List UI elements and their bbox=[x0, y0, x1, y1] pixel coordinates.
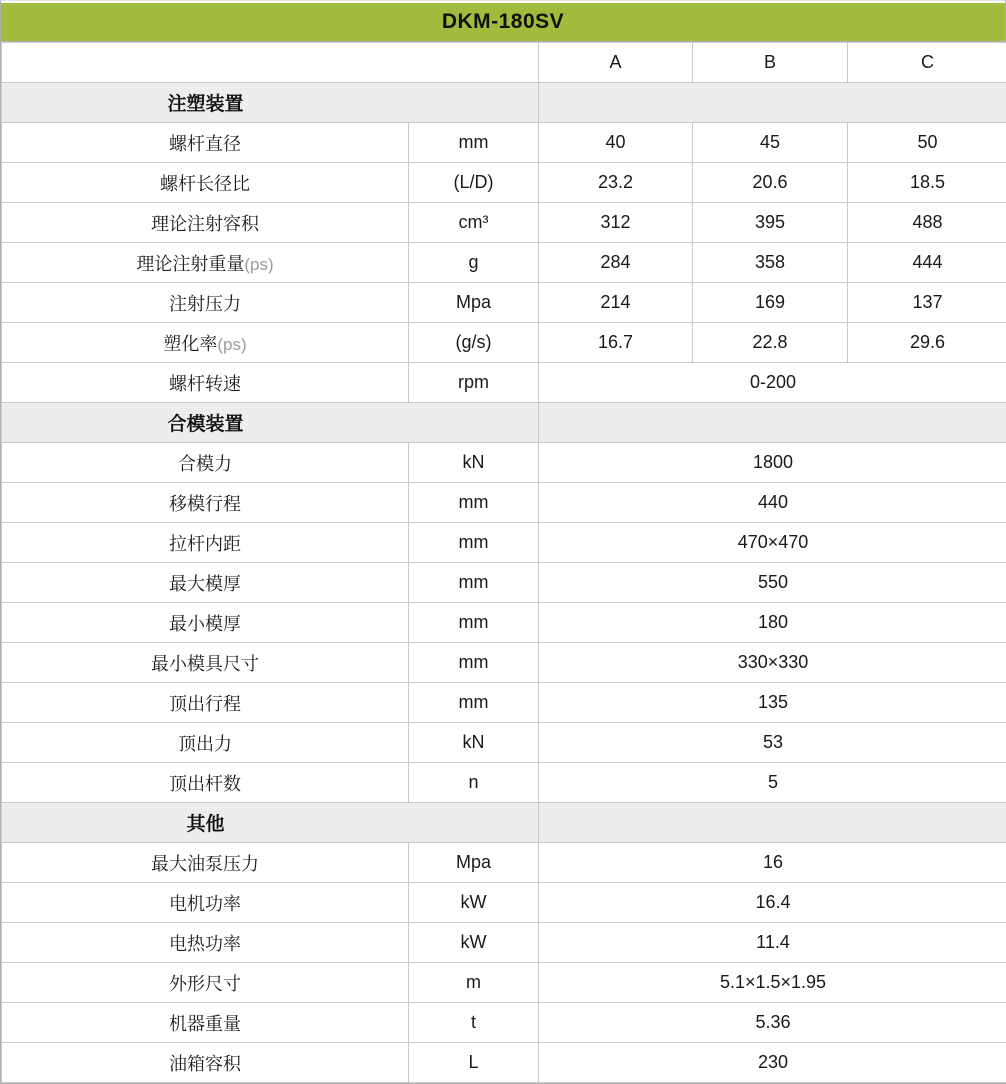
spec-unit: t bbox=[409, 1003, 539, 1043]
model-title: DKM-180SV bbox=[442, 10, 564, 34]
spec-value-b: 169 bbox=[693, 283, 848, 323]
spec-value-merged: 180 bbox=[539, 603, 1006, 643]
spec-value-b: 358 bbox=[693, 243, 848, 283]
spec-value-merged: 53 bbox=[539, 723, 1006, 763]
spec-label: 最大模厚 bbox=[2, 563, 409, 603]
spec-unit: (L/D) bbox=[409, 163, 539, 203]
section-row-clamping bbox=[2, 403, 1006, 443]
model-header bbox=[1, 3, 1005, 42]
spec-value-merged: 1800 bbox=[539, 443, 1006, 483]
spec-unit: mm bbox=[409, 563, 539, 603]
spec-label: 机器重量 bbox=[2, 1003, 409, 1043]
spec-unit: n bbox=[409, 763, 539, 803]
spec-value-a: 214 bbox=[539, 283, 693, 323]
spec-value-merged: 135 bbox=[539, 683, 1006, 723]
spec-label: 拉杆内距 bbox=[2, 523, 409, 563]
spec-unit: L bbox=[409, 1043, 539, 1083]
spec-label: 塑化率(ps) bbox=[2, 323, 409, 363]
spec-value-merged: 330×330 bbox=[539, 643, 1006, 683]
spec-row-screw-speed bbox=[2, 363, 1006, 403]
spec-unit: kN bbox=[409, 443, 539, 483]
spec-label: 油箱容积 bbox=[2, 1043, 409, 1083]
spec-unit: cm³ bbox=[409, 203, 539, 243]
variant-header-spacer bbox=[2, 43, 539, 83]
spec-value-merged: 16 bbox=[539, 843, 1006, 883]
spec-value-b: 22.8 bbox=[693, 323, 848, 363]
spec-row-max-mold-thickness bbox=[2, 563, 1006, 603]
spec-unit: mm bbox=[409, 603, 539, 643]
spec-row-plasticizing-rate bbox=[2, 323, 1006, 363]
spec-label: 电机功率 bbox=[2, 883, 409, 923]
column-header-a: A bbox=[539, 43, 693, 83]
column-header-c: C bbox=[848, 43, 1006, 83]
spec-row-shot-volume bbox=[2, 203, 1006, 243]
spec-label: 理论注射容积 bbox=[2, 203, 409, 243]
section-header-cell bbox=[2, 403, 539, 443]
spec-row-max-pump-pressure bbox=[2, 843, 1006, 883]
spec-unit: rpm bbox=[409, 363, 539, 403]
spec-row-ejector-stroke bbox=[2, 683, 1006, 723]
spec-label: 螺杆直径 bbox=[2, 123, 409, 163]
spec-label: 电热功率 bbox=[2, 923, 409, 963]
spec-value-c: 444 bbox=[848, 243, 1006, 283]
spec-row-screw-ld-ratio bbox=[2, 163, 1006, 203]
spec-value-b: 395 bbox=[693, 203, 848, 243]
spec-value-a: 312 bbox=[539, 203, 693, 243]
spec-value-merged: 470×470 bbox=[539, 523, 1006, 563]
spec-value-c: 29.6 bbox=[848, 323, 1006, 363]
spec-label: 顶出行程 bbox=[2, 683, 409, 723]
section-title: 合模装置 bbox=[2, 409, 409, 436]
spec-value-merged: 440 bbox=[539, 483, 1006, 523]
spec-value-merged: 5.1×1.5×1.95 bbox=[539, 963, 1006, 1003]
spec-value-a: 284 bbox=[539, 243, 693, 283]
spec-unit: Mpa bbox=[409, 843, 539, 883]
section-row-injection bbox=[2, 83, 1006, 123]
variant-header-row bbox=[2, 43, 1006, 83]
spec-unit: mm bbox=[409, 483, 539, 523]
spec-value-c: 50 bbox=[848, 123, 1006, 163]
spec-unit: (g/s) bbox=[409, 323, 539, 363]
spec-row-machine-weight bbox=[2, 1003, 1006, 1043]
spec-label: 合模力 bbox=[2, 443, 409, 483]
spec-label: 最大油泵压力 bbox=[2, 843, 409, 883]
section-header-filler bbox=[539, 803, 1006, 843]
spec-value-c: 18.5 bbox=[848, 163, 1006, 203]
section-row-other bbox=[2, 803, 1006, 843]
spec-label: 最小模厚 bbox=[2, 603, 409, 643]
spec-value-a: 40 bbox=[539, 123, 693, 163]
section-header-cell bbox=[2, 803, 539, 843]
spec-value-merged: 0-200 bbox=[539, 363, 1006, 403]
spec-value-merged: 11.4 bbox=[539, 923, 1006, 963]
spec-unit: kW bbox=[409, 923, 539, 963]
spec-label: 螺杆长径比 bbox=[2, 163, 409, 203]
column-header-b: B bbox=[693, 43, 848, 83]
spec-unit: g bbox=[409, 243, 539, 283]
spec-unit: kW bbox=[409, 883, 539, 923]
spec-row-min-mold-thickness bbox=[2, 603, 1006, 643]
spec-value-c: 137 bbox=[848, 283, 1006, 323]
spec-value-c: 488 bbox=[848, 203, 1006, 243]
spec-row-min-mold-size bbox=[2, 643, 1006, 683]
spec-unit: mm bbox=[409, 123, 539, 163]
spec-table bbox=[1, 42, 1006, 1083]
spec-row-tie-bar-space bbox=[2, 523, 1006, 563]
spec-row-machine-dimensions bbox=[2, 963, 1006, 1003]
spec-unit: kN bbox=[409, 723, 539, 763]
label-suffix: (ps) bbox=[244, 255, 273, 274]
spec-row-screw-diameter bbox=[2, 123, 1006, 163]
section-header-filler bbox=[539, 403, 1006, 443]
spec-value-a: 23.2 bbox=[539, 163, 693, 203]
spec-value-merged: 16.4 bbox=[539, 883, 1006, 923]
spec-row-injection-pressure bbox=[2, 283, 1006, 323]
section-header-filler bbox=[539, 83, 1006, 123]
spec-value-merged: 550 bbox=[539, 563, 1006, 603]
spec-label: 最小模具尺寸 bbox=[2, 643, 409, 683]
spec-value-merged: 230 bbox=[539, 1043, 1006, 1083]
spec-value-a: 16.7 bbox=[539, 323, 693, 363]
spec-row-ejector-force bbox=[2, 723, 1006, 763]
spec-label: 外形尺寸 bbox=[2, 963, 409, 1003]
spec-label: 移模行程 bbox=[2, 483, 409, 523]
spec-row-shot-weight bbox=[2, 243, 1006, 283]
spec-row-heating-power bbox=[2, 923, 1006, 963]
spec-value-b: 45 bbox=[693, 123, 848, 163]
label-suffix: (ps) bbox=[217, 335, 246, 354]
section-header-cell bbox=[2, 83, 539, 123]
spec-value-b: 20.6 bbox=[693, 163, 848, 203]
spec-label: 注射压力 bbox=[2, 283, 409, 323]
spec-unit: m bbox=[409, 963, 539, 1003]
spec-unit: mm bbox=[409, 523, 539, 563]
spec-row-ejector-pins bbox=[2, 763, 1006, 803]
spec-row-oil-tank-capacity bbox=[2, 1043, 1006, 1083]
section-title: 其他 bbox=[2, 809, 409, 836]
spec-label: 理论注射重量(ps) bbox=[2, 243, 409, 283]
section-title: 注塑装置 bbox=[2, 89, 409, 116]
spec-label: 螺杆转速 bbox=[2, 363, 409, 403]
spec-value-merged: 5 bbox=[539, 763, 1006, 803]
spec-label: 顶出杆数 bbox=[2, 763, 409, 803]
spec-label: 顶出力 bbox=[2, 723, 409, 763]
spec-row-motor-power bbox=[2, 883, 1006, 923]
spec-value-merged: 5.36 bbox=[539, 1003, 1006, 1043]
spec-unit: Mpa bbox=[409, 283, 539, 323]
spec-unit: mm bbox=[409, 643, 539, 683]
spec-row-mold-stroke bbox=[2, 483, 1006, 523]
spec-row-clamping-force bbox=[2, 443, 1006, 483]
spec-unit: mm bbox=[409, 683, 539, 723]
